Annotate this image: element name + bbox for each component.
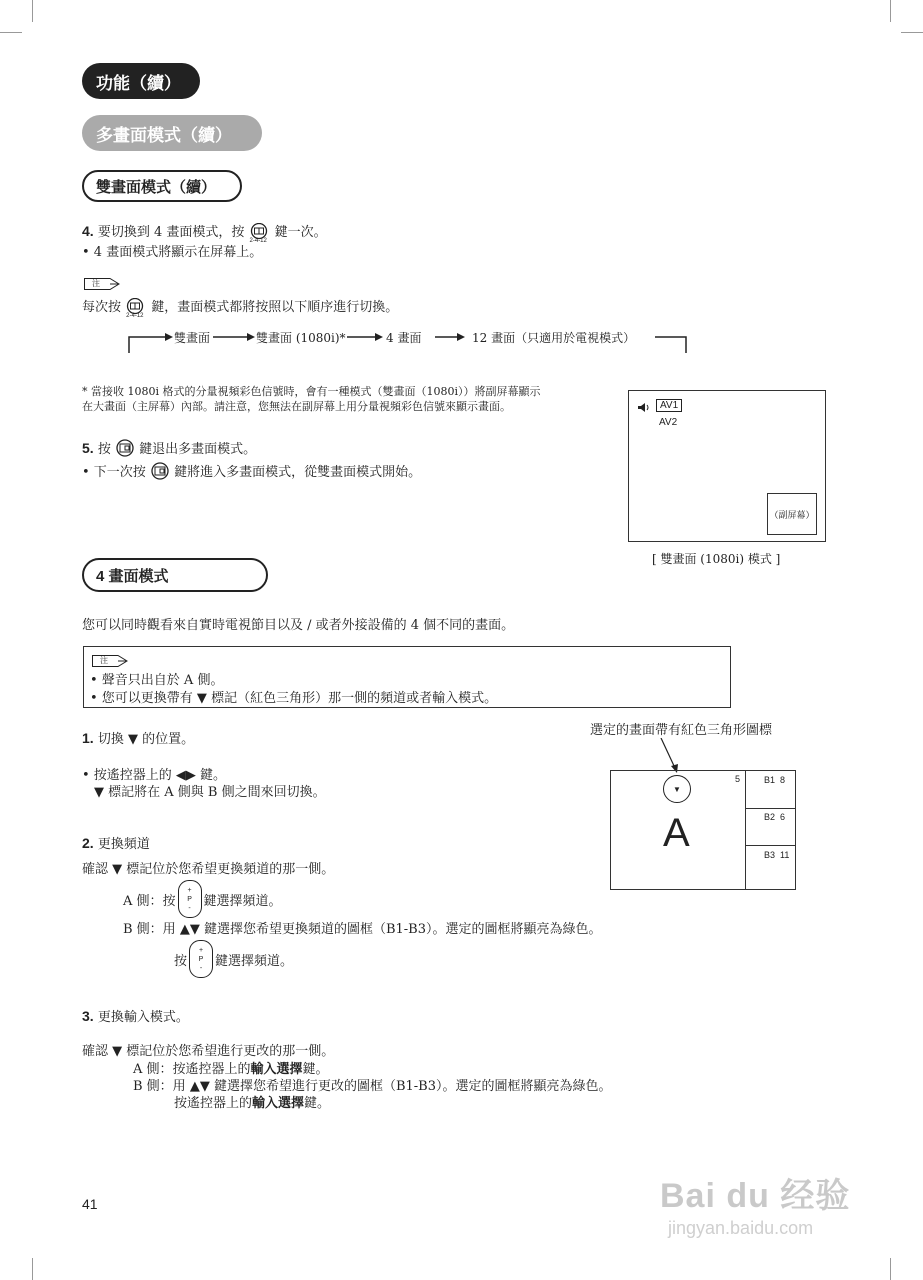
multi-exit-key-icon xyxy=(150,462,170,484)
quad-step2-title xyxy=(82,833,150,852)
quad-step2-confirm: 確認 ▼ 標記位於您希望更換頻道的那一側。 xyxy=(82,862,335,877)
quad-step3-b: B 側：用 ▲▼ 鍵選擇您希望進行更改的圖框（B1-B3）。選定的圖框將顯亮為綠色。 xyxy=(133,1079,612,1094)
note-tag-label: 注 xyxy=(100,656,108,665)
quad-step1-bullet: • 按遙控器上的 ◀▶ 鍵。 xyxy=(82,768,227,783)
quad-diagram xyxy=(610,770,796,890)
flow-step: 雙畫面 xyxy=(174,331,211,345)
note1-text-after: 鍵，畫面模式都將按照以下順序進行切換。 xyxy=(151,300,399,315)
p-key-icon xyxy=(189,940,213,978)
step5-bullet xyxy=(82,461,421,484)
a-side-text: A 側：按 xyxy=(123,893,176,909)
av2-label: AV2 xyxy=(659,417,678,428)
b2-frame: B2 6 xyxy=(746,809,796,846)
step4-text-after: 鍵一次。 xyxy=(274,225,327,240)
quad-step2-b2 xyxy=(174,940,293,978)
dual-mode-title: 雙畫面模式（續） xyxy=(96,178,217,196)
subsection-title: 多畫面模式（續） xyxy=(96,125,232,145)
step5-text-before: 按 xyxy=(97,442,111,457)
a-side-text: A 側：按遙控器上的 xyxy=(133,1062,251,1077)
quad-step2-a xyxy=(123,880,282,918)
crop-mark xyxy=(32,0,33,22)
b3-frame: B3 11 xyxy=(764,850,790,860)
quad-step3-title xyxy=(82,1006,189,1025)
p-key-icon xyxy=(178,880,202,918)
marker-glyph: ▼ xyxy=(673,784,681,794)
section-title-pill xyxy=(82,63,200,99)
main-screen-label: A xyxy=(663,811,690,855)
b-frames-column xyxy=(745,771,796,889)
sub-screen xyxy=(767,493,817,535)
quad-step3-b2 xyxy=(174,1092,330,1111)
footnote-line: 在大畫面（主屏幕）內部。請注意，您無法在副屏幕上用分量視頻彩色信號來顯示畫面。 xyxy=(82,400,511,413)
step-number: 5. xyxy=(82,440,94,456)
note2-box xyxy=(83,646,731,708)
note-tag-label: 注 xyxy=(92,279,100,288)
step5-text-after: 鍵退出多畫面模式。 xyxy=(139,442,257,457)
input-select-key-text: 輸入選擇 xyxy=(252,1095,305,1110)
p-label: P xyxy=(198,955,204,963)
section-title: 功能（續） xyxy=(96,73,181,93)
dual-1080i-diagram xyxy=(628,390,826,542)
p-plus: + xyxy=(187,886,192,894)
quad-intro: 您可以同時觀看來自實時電視節目以及 / 或者外接設備的 4 個不同的畫面。 xyxy=(82,618,515,633)
crop-mark xyxy=(890,1258,891,1280)
step4-bullet: • 4 畫面模式將顯示在屏幕上。 xyxy=(82,245,263,260)
sub-screen-label: （副屏幕） xyxy=(769,510,815,521)
step4-text-before: 要切換到 4 畫面模式，按 xyxy=(97,225,245,240)
multi-exit-key-icon xyxy=(115,439,135,461)
step-title: 更換輸入模式。 xyxy=(97,1010,189,1025)
a-side-text-after: 鍵選擇頻道。 xyxy=(203,893,282,909)
quad-step1-title xyxy=(82,728,194,747)
dual-diagram-caption: [ 雙畫面 (1080i) 模式 ] xyxy=(652,552,781,566)
step-number: 4. xyxy=(82,223,94,239)
b2-text: 按遙控器上的 xyxy=(174,1096,253,1111)
note-tag-icon xyxy=(84,278,120,290)
av1-label: AV1 xyxy=(656,399,682,412)
selection-marker xyxy=(663,775,691,803)
quad-callout: 選定的畫面帶有紅色三角形圖標 xyxy=(590,723,773,738)
flow-step: 4 畫面 xyxy=(386,331,422,345)
step5-line xyxy=(82,438,256,461)
quad-step1-sub: ▼ 標記將在 A 側與 B 側之間來回切換。 xyxy=(94,785,326,800)
p-minus: - xyxy=(199,964,203,972)
callout-arrow xyxy=(655,738,685,774)
p-plus: + xyxy=(198,946,204,954)
flow-step: 雙畫面 (1080i)* xyxy=(256,331,346,345)
crop-mark xyxy=(901,32,923,33)
footnote-line: * 當接收 1080i 格式的分量視頻彩色信號時，會有一種模式（雙畫面（1080i））將副屏幕顯示 xyxy=(82,385,541,398)
quad-mode-pill xyxy=(82,558,268,592)
multi-screen-key-icon xyxy=(125,298,147,318)
step4-line xyxy=(82,221,327,243)
crop-mark xyxy=(32,1258,33,1280)
a-side-text-after: 鍵。 xyxy=(302,1062,329,1077)
note1-text-before: 每次按 xyxy=(82,300,122,315)
p-minus: - xyxy=(188,904,191,912)
crop-mark xyxy=(890,0,891,22)
multi-screen-key-icon xyxy=(249,223,271,243)
note2-line: • 聲音只出自於 A 側。 xyxy=(90,673,224,688)
dual-mode-pill xyxy=(82,170,242,202)
quad-step3-confirm: 確認 ▼ 標記位於您希望進行更改的那一側。 xyxy=(82,1044,335,1059)
subsection-title-pill xyxy=(82,115,262,151)
flow-step: 12 畫面（只適用於電視模式） xyxy=(472,331,636,345)
note2-line: • 您可以更換帶有 ▼ 標記（紅色三角形）那一側的頻道或者輸入模式。 xyxy=(90,691,498,706)
step-number: 2. xyxy=(82,835,94,851)
a-channel: 5 xyxy=(735,774,741,784)
p-label: P xyxy=(187,895,192,903)
speaker-icon xyxy=(637,402,651,413)
note-tag-icon xyxy=(92,655,128,667)
watermark-url: jingyan.baidu.com xyxy=(668,1218,814,1238)
key-caption: 2-4-12 xyxy=(249,237,267,244)
b1-frame: B1 8 xyxy=(746,771,796,809)
key-caption: 2-4-12 xyxy=(126,312,144,319)
quad-step2-b: B 側：用 ▲▼ 鍵選擇您希望更換頻道的圖框（B1-B3）。選定的圖框將顯亮為綠色。 xyxy=(123,922,602,937)
step5-bullet-after: 鍵將進入多畫面模式，從雙畫面模式開始。 xyxy=(174,465,422,480)
b2-text-after: 鍵選擇頻道。 xyxy=(215,953,294,969)
quad-mode-title: 4 畫面模式 xyxy=(96,567,169,585)
b2-text: 按 xyxy=(174,953,188,969)
input-select-key-text: 輸入選擇 xyxy=(250,1061,303,1076)
step-number: 3. xyxy=(82,1008,94,1024)
crop-mark xyxy=(0,32,22,33)
b2-text-after: 鍵。 xyxy=(304,1096,331,1111)
step-title: 更換頻道 xyxy=(97,837,150,852)
step5-bullet-before: • 下一次按 xyxy=(82,465,146,480)
step-number: 1. xyxy=(82,730,94,746)
step-title: 切換 ▼ 的位置。 xyxy=(97,732,195,747)
watermark-brand: Bai du 经验 xyxy=(660,1177,851,1215)
page-number: 41 xyxy=(82,1196,98,1212)
note1-line xyxy=(82,296,398,318)
